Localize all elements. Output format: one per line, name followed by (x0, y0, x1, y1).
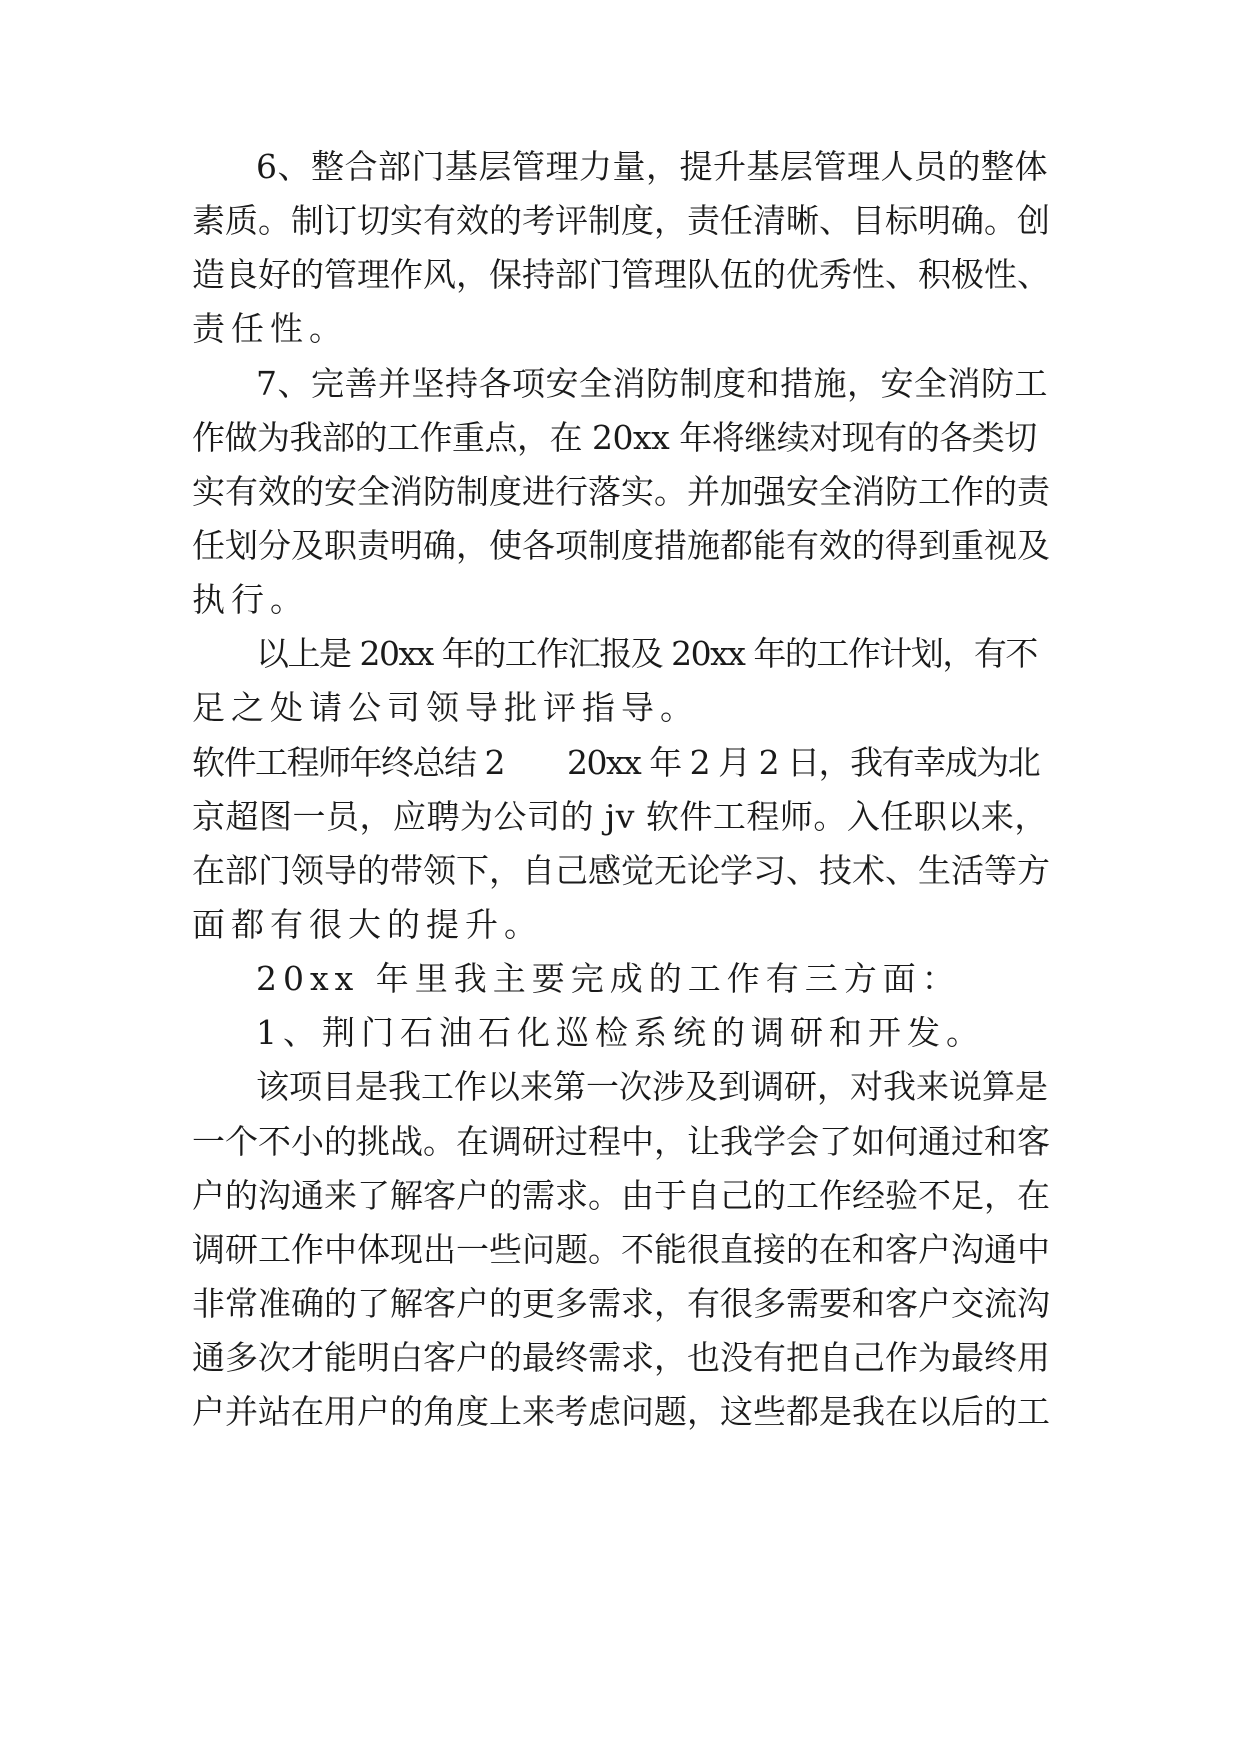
project-line-5: 非常准确的了解客户的更多需求，有很多需要和客户交流沟 (192, 1284, 1050, 1323)
work-intro: 20xx 年里我主要完成的工作有三方面： (256, 959, 961, 998)
summary-2-line-3: 在部门领导的带领下，自己感觉无论学习、技术、生活等方 (192, 851, 1050, 890)
summary-2-line-4: 面都有很大的提升。 (192, 905, 543, 944)
paragraph-6-line-2: 素质。制订切实有效的考评制度，责任清晰、目标明确。创 (192, 201, 1050, 240)
paragraph-6-line-1: 6、整合部门基层管理力量，提升基层管理人员的整体 (256, 147, 1048, 186)
project-line-3: 户的沟通来了解客户的需求。由于自己的工作经验不足，在 (192, 1176, 1050, 1215)
paragraph-6-line-3: 造良好的管理作风，保持部门管理队伍的优秀性、积极性、 (192, 255, 1050, 294)
closing-line-1: 以上是 20xx 年的工作汇报及 20xx 年的工作计划，有不 (256, 634, 1037, 673)
summary-2-line-1: 软件工程师年终总结 2 20xx 年 2 月 2 日，我有幸成为北 (192, 743, 1040, 782)
paragraph-7-line-5: 执行。 (192, 580, 309, 619)
closing-line-2: 足之处请公司领导批评指导。 (192, 688, 699, 727)
paragraph-6-line-4: 责任性。 (192, 309, 348, 348)
paragraph-7-line-1: 7、完善并坚持各项安全消防制度和措施，安全消防工 (256, 364, 1048, 403)
project-line-2: 一个不小的挑战。在调研过程中，让我学会了如何通过和客 (192, 1122, 1050, 1161)
project-line-4: 调研工作中体现出一些问题。不能很直接的在和客户沟通中 (192, 1230, 1050, 1269)
item-1: 1、荆门石油石化巡检系统的调研和开发。 (256, 1013, 985, 1052)
paragraph-7-line-2: 作做为我部的工作重点，在 20xx 年将继续对现有的各类切 (192, 418, 1037, 457)
project-line-7: 户并站在用户的角度上来考虑问题，这些都是我在以后的工 (192, 1392, 1050, 1431)
project-line-1: 该项目是我工作以来第一次涉及到调研，对我来说算是 (256, 1067, 1048, 1106)
project-line-6: 通多次才能明白客户的最终需求，也没有把自己作为最终用 (192, 1338, 1050, 1377)
paragraph-7-line-3: 实有效的安全消防制度进行落实。并加强安全消防工作的责 (192, 472, 1050, 511)
paragraph-7-line-4: 任划分及职责明确，使各项制度措施都能有效的得到重视及 (192, 526, 1050, 565)
summary-2-line-2: 京超图一员，应聘为公司的 jv 软件工程师。入任职以来， (192, 797, 1048, 836)
